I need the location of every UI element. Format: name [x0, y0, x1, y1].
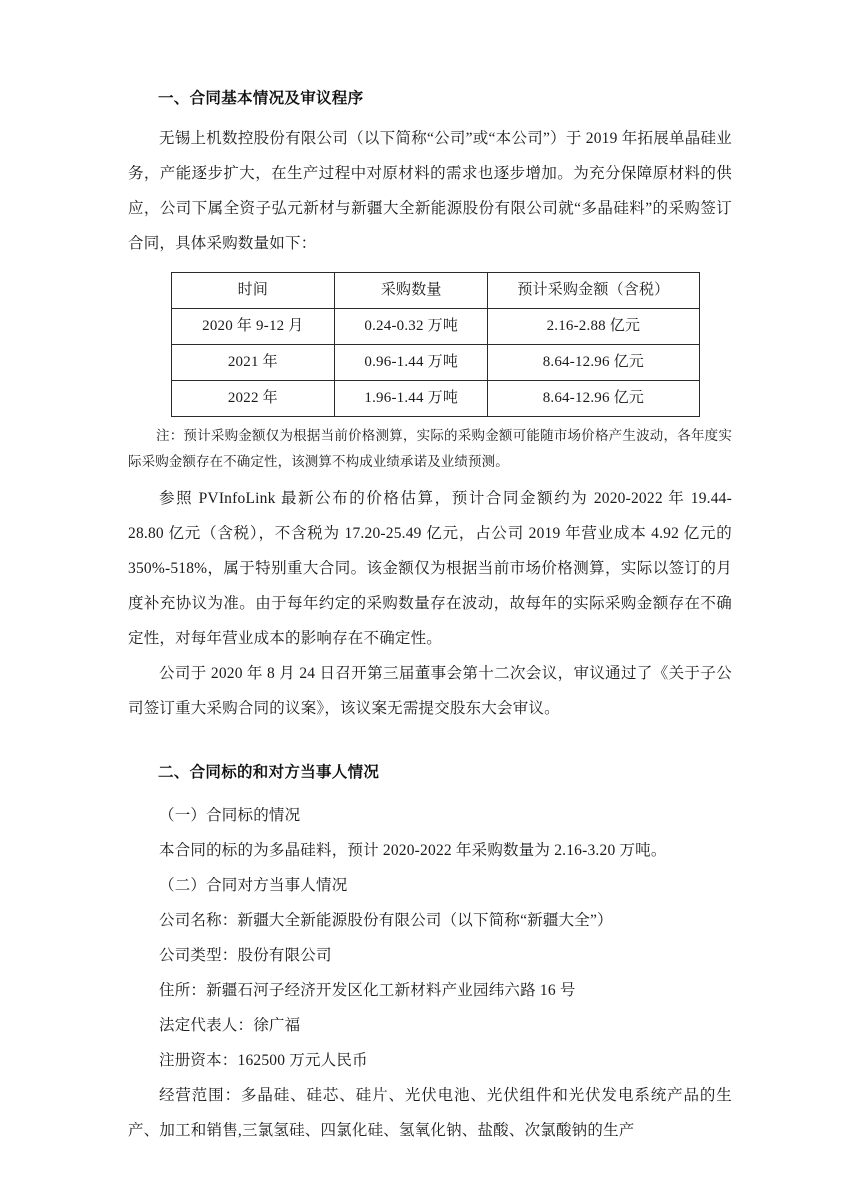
table-note: 注：预计采购金额仅为根据当前价格测算，实际的采购金额可能随市场价格产生波动，各年度实际采购金额存在不确定性，该测算不构成业绩承诺及业绩预测。: [128, 428, 732, 469]
cell-amount: 2.16-2.88 亿元: [488, 309, 699, 345]
cell-time: 2020 年 9-12 月: [171, 309, 335, 345]
section2-sub1-text: 本合同的标的为多晶硅料，预计 2020-2022 年采购数量为 2.16-3.20 万吨。: [159, 842, 667, 859]
table-header-amount: 预计采购金额（含税）: [488, 273, 699, 309]
field-company-name: 公司名称：新疆大全新能源股份有限公司（以下简称“新疆大全”）: [159, 912, 613, 929]
document-body: [128, 86, 732, 1148]
field-legal-representative: 法定代表人：徐广福: [159, 1017, 301, 1034]
table-header-row: [171, 273, 699, 309]
field-company-type: 公司类型：股份有限公司: [159, 947, 332, 964]
section1-paragraph-2: 参照 PVInfoLink 最新公布的价格估算，预计合同金额约为 2020-2022 年 19.44-28.80 亿元（含税），不含税为 17.20-25.49 亿元，占公司 2019 年营业成本 4.92 亿元的 350%-518%，属于特别重大合同。该金额仅为根据当前市场价格测算，实际以签订的月度补充协议为准。由于每年约定的采购数量存在波动，故每年的实际采购金额存在不确定性，对每年营业成本的影响存在不确定性。: [128, 490, 732, 647]
section2-subtitle-1: （一）合同标的情况: [159, 807, 301, 824]
cell-quantity: 1.96-1.44 万吨: [335, 381, 488, 417]
table-row: [171, 381, 699, 417]
cell-amount: 8.64-12.96 亿元: [488, 345, 699, 381]
field-registered-capital: 注册资本：162500 万元人民币: [159, 1052, 368, 1069]
cell-quantity: 0.96-1.44 万吨: [335, 345, 488, 381]
cell-amount: 8.64-12.96 亿元: [488, 381, 699, 417]
table-header-quantity: 采购数量: [335, 273, 488, 309]
table-row: [171, 345, 699, 381]
section1-paragraph-1: 无锡上机数控股份有限公司（以下简称“公司”或“本公司”）于 2019 年拓展单晶硅业务，产能逐步扩大，在生产过程中对原材料的需求也逐步增加。为充分保障原材料的供应，公司下属全资子弘元新材与新疆大全新能源股份有限公司就“多晶硅料”的采购签订合同，具体采购数量如下：: [128, 130, 732, 252]
cell-quantity: 0.24-0.32 万吨: [335, 309, 488, 345]
section2-subtitle-2: （二）合同对方当事人情况: [159, 877, 348, 894]
section-heading-2: 二、合同标的和对方当事人情况: [158, 764, 380, 781]
purchase-table-wrapper: [128, 272, 732, 417]
section-heading-1: 一、合同基本情况及审议程序: [158, 90, 364, 107]
table-header-time: 时间: [171, 273, 335, 309]
cell-time: 2021 年: [171, 345, 335, 381]
table-row: [171, 309, 699, 345]
purchase-table: [171, 272, 700, 417]
field-business-scope: 经营范围：多晶硅、硅芯、硅片、光伏电池、光伏组件和光伏发电系统产品的生产、加工和销售,三氯氢硅、四氯化硅、氢氧化钠、盐酸、次氯酸钠的生产: [128, 1087, 732, 1139]
section1-paragraph-3: 公司于 2020 年 8 月 24 日召开第三届董事会第十二次会议，审议通过了《关于子公司签订重大采购合同的议案》，该议案无需提交股东大会审议。: [128, 665, 732, 717]
cell-time: 2022 年: [171, 381, 335, 417]
field-address: 住所：新疆石河子经济开发区化工新材料产业园纬六路 16 号: [159, 982, 576, 999]
